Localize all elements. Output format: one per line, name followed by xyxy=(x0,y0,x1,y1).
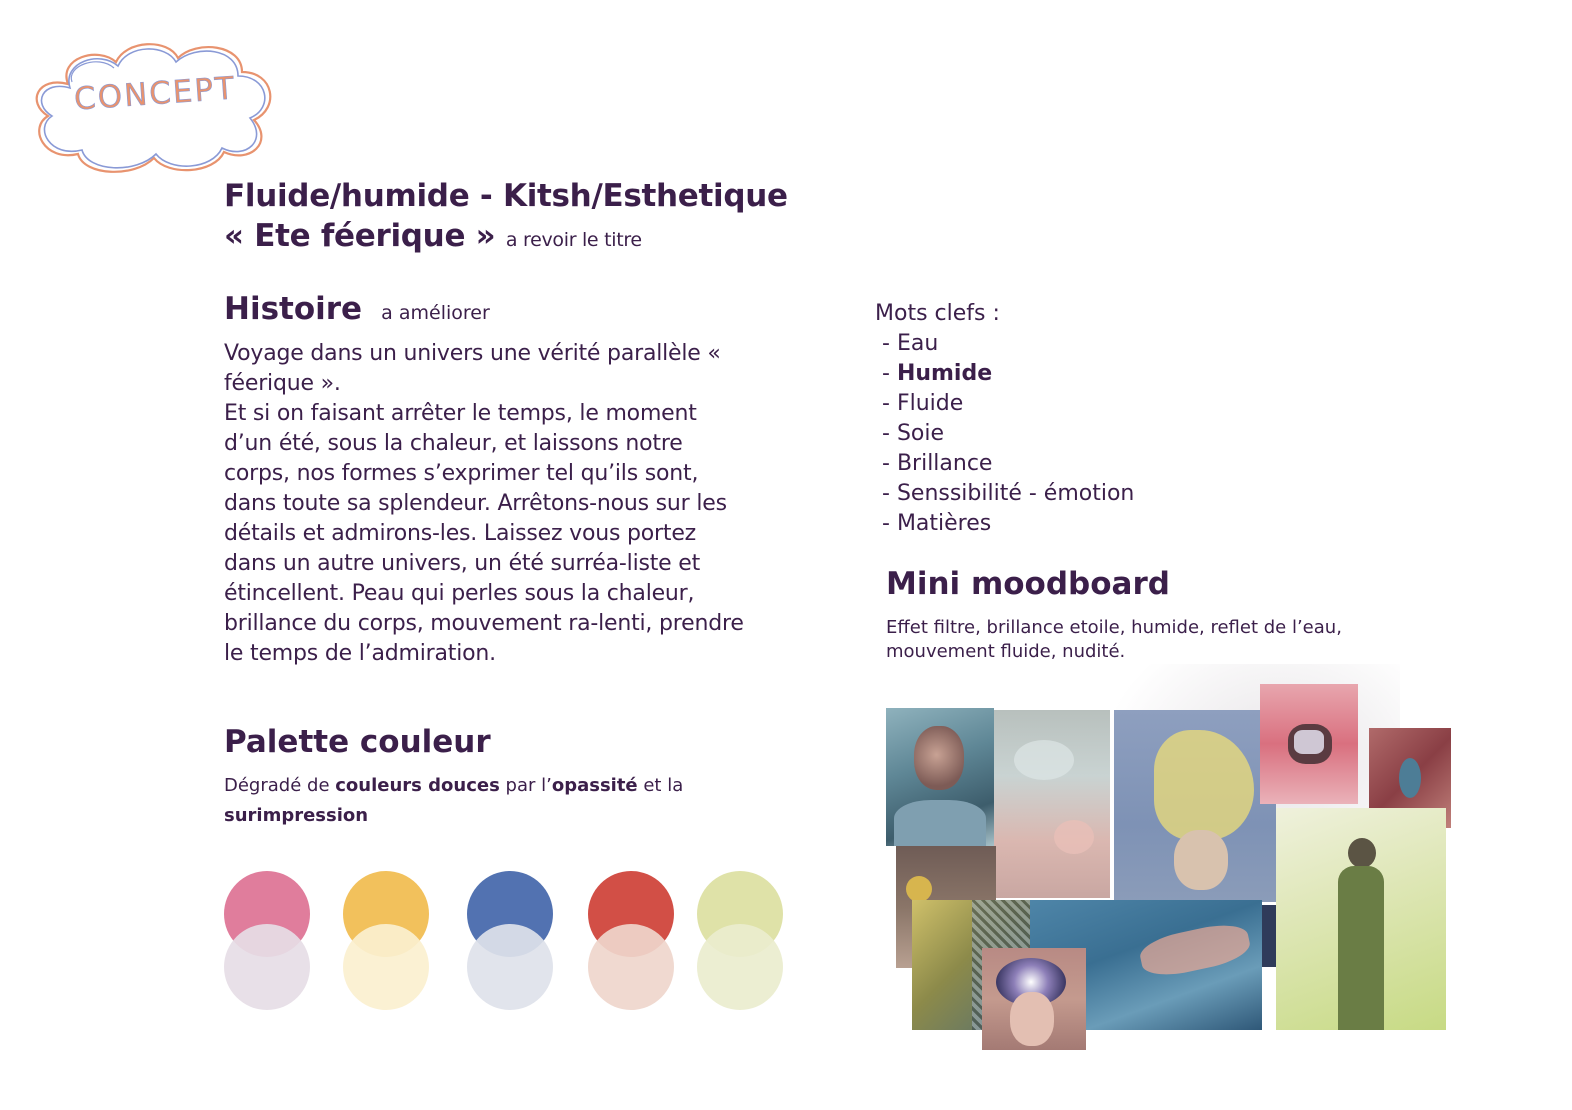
keyword-item xyxy=(875,329,1134,359)
palette-text-bold: opassité xyxy=(551,775,638,796)
title-note: a revoir le titre xyxy=(505,229,642,251)
keyword-bullet: - xyxy=(875,361,897,386)
moodboard-image-strip xyxy=(1262,905,1276,967)
moodboard-image-glitter-portrait xyxy=(982,948,1086,1050)
keywords-heading: Mots clefs : xyxy=(875,301,1000,326)
keyword-word: Matières xyxy=(896,511,992,536)
keyword-bullet: - xyxy=(875,421,897,446)
moodboard-image-green-figure xyxy=(1276,808,1446,1030)
keyword-bullet: - xyxy=(875,481,897,506)
palette-text-part: et la xyxy=(637,775,684,796)
moodboard-image-portrait xyxy=(886,708,994,846)
histoire-para-2: Et si on faisant arrêter le temps, le moment d’un été, sous la chaleur, et laissons notre corps, nos formes s’exprimer tel qu’ils sont, dans toute sa splendeur. Arrêtons-nous sur les détails et admirons-les. Laissez vous portez dans un autre univers, un été surréa-liste et étincellent. Peau qui perles sous la chaleur, brillance du corps, mouvement ra-lenti, prendre le temps de l’admiration. xyxy=(224,401,744,666)
title-line-2 xyxy=(224,216,788,260)
keywords xyxy=(875,299,1134,539)
palette-text-bold: couleurs douces xyxy=(335,775,500,796)
keyword-item xyxy=(875,389,1134,419)
title-line-2-text: « Ete féerique » xyxy=(224,218,496,254)
keyword-word: Soie xyxy=(896,421,945,446)
palette-text xyxy=(224,771,684,831)
moodboard-image-lips xyxy=(1260,684,1358,804)
keyword-item xyxy=(875,479,1134,509)
page-title xyxy=(224,176,788,260)
keyword-item xyxy=(875,509,1134,539)
moodboard-text: Effet filtre, brillance etoile, humide, reflet de l’eau, mouvement fluide, nudité. xyxy=(886,617,1342,662)
histoire-text xyxy=(224,339,744,669)
moodboard-image-flowers xyxy=(994,710,1110,898)
histoire-note: a améliorer xyxy=(381,302,490,324)
keyword-bullet: - xyxy=(875,331,897,356)
keyword-word: Eau xyxy=(896,331,939,356)
swatch-1-bottom xyxy=(224,924,310,1010)
keyword-word: Humide xyxy=(896,361,993,386)
stamp-label: CONCEPT xyxy=(72,70,238,118)
swatch-5-bottom xyxy=(697,924,783,1010)
keyword-item xyxy=(875,419,1134,449)
keyword-bullet: - xyxy=(875,391,897,416)
title-line-1: Fluide/humide - Kitsh/Esthetique xyxy=(224,178,788,214)
palette-heading: Palette couleur xyxy=(224,724,491,760)
keyword-bullet: - xyxy=(875,451,897,476)
swatch-4-bottom xyxy=(588,924,674,1010)
keyword-word: Brillance xyxy=(896,451,993,476)
keyword-word: Fluide xyxy=(896,391,964,416)
moodboard-heading: Mini moodboard xyxy=(886,566,1170,602)
histoire-para-1: Voyage dans un univers une vérité parallèle « féerique ». xyxy=(224,341,721,396)
keyword-item xyxy=(875,449,1134,479)
moodboard-image-silk-face xyxy=(1114,710,1276,902)
histoire-heading-row xyxy=(224,291,490,327)
keyword-item xyxy=(875,359,1134,389)
palette-text-bold: surimpression xyxy=(224,805,369,826)
keywords-list xyxy=(875,329,1134,539)
histoire-heading: Histoire xyxy=(224,291,363,327)
swatch-2-bottom xyxy=(343,924,429,1010)
concept-stamp xyxy=(28,36,276,178)
palette-text-part: Dégradé de xyxy=(224,775,336,796)
palette-text-part: par l’ xyxy=(499,775,552,796)
keyword-word: Senssibilité - émotion xyxy=(896,481,1135,506)
swatch-3-bottom xyxy=(467,924,553,1010)
keyword-bullet: - xyxy=(875,511,897,536)
